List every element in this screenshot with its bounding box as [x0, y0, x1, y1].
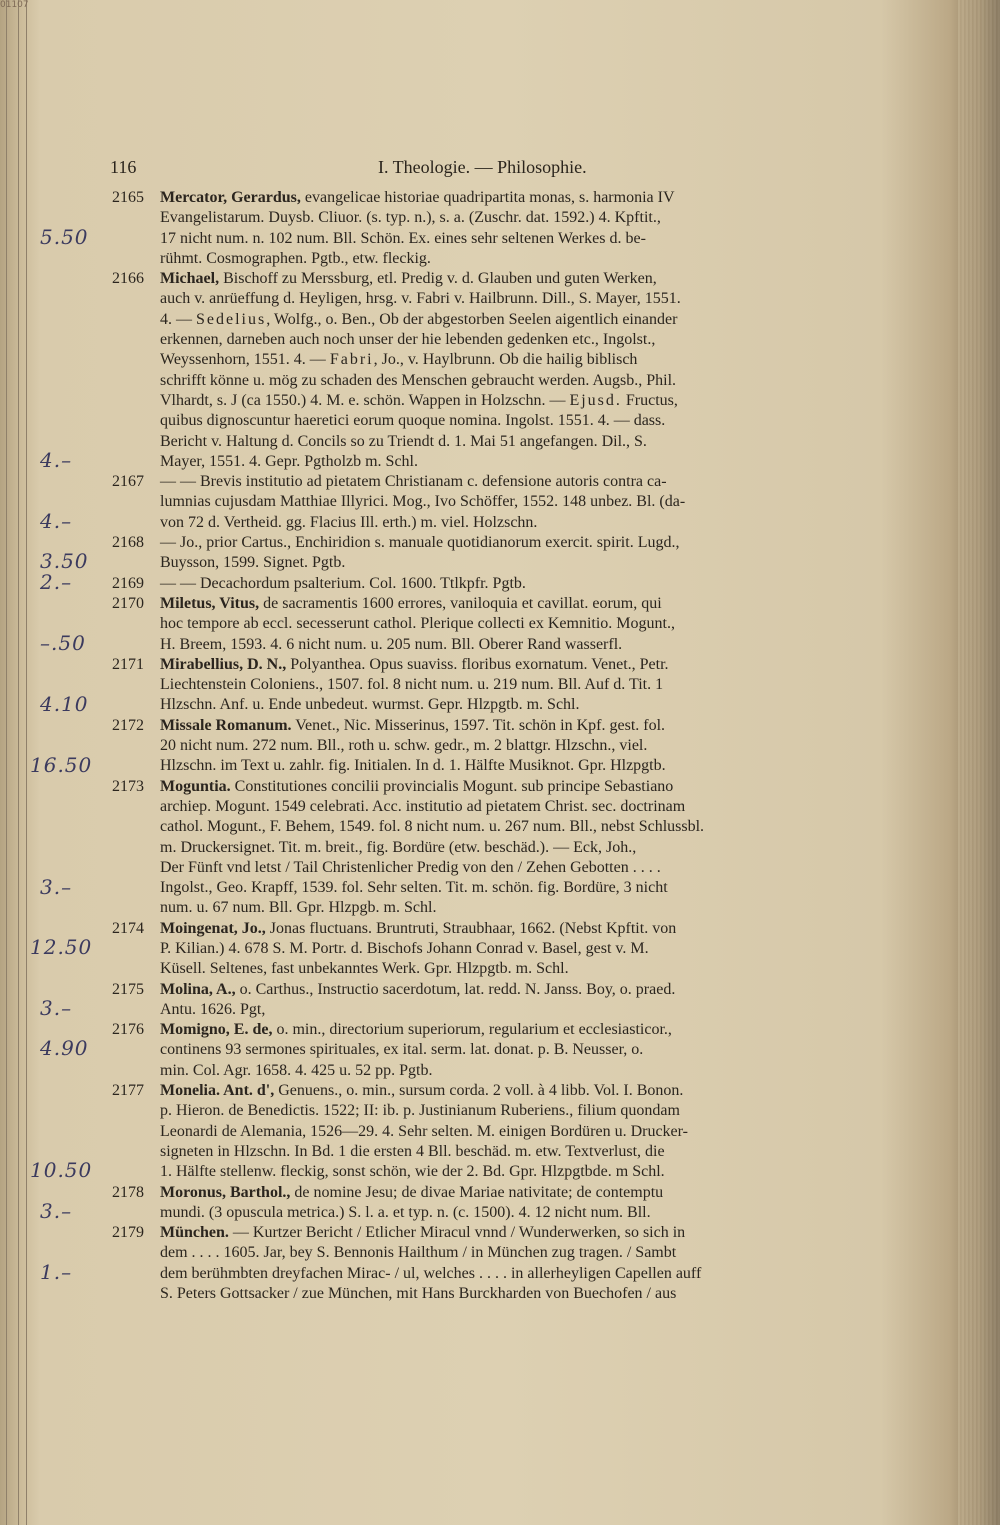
- handwritten-price: 3.–: [40, 874, 73, 899]
- entry-line: [112, 553, 928, 573]
- entry-text: Leonardi de Alemania, 1526—29. 4. Sehr selten. M. einigen Bordüren u. Drucker-: [160, 1122, 688, 1140]
- handwritten-price: 4.10: [40, 691, 89, 716]
- entry-text: H. Breem, 1593. 4. 6 nicht num. u. 205 num. Bll. Oberer Rand wasserfl.: [160, 635, 623, 653]
- entry-number: 2165: [112, 189, 144, 206]
- entry-line: [112, 1162, 928, 1182]
- entry-text: Liechtenstein Coloniens., 1507. fol. 8 nicht num. u. 219 num. Bll. Auf d. Tit. 1: [160, 676, 664, 694]
- entry-number: 2170: [112, 594, 144, 612]
- entry-line: [112, 249, 928, 269]
- handwritten-price: 5.50: [40, 224, 89, 249]
- entry-line: [112, 432, 928, 452]
- entry-heading: Monelia. Ant. d',: [160, 1082, 275, 1100]
- entry-line: [112, 574, 928, 594]
- entry-text: , Jo., v. Haylbrunn. Ob die hailig biblisch: [373, 351, 638, 369]
- catalog-entry: [112, 472, 928, 533]
- entry-line: [112, 1243, 928, 1263]
- entry-text: S. Peters Gottsacker / zue München, mit Hans Burckharden von Buechofen / aus: [160, 1285, 677, 1303]
- entry-text: dem . . . . 1605. Jar, bey S. Bennonis Hailthum / in München zug tragen. / Sambt: [160, 1244, 677, 1262]
- catalog-entry: [112, 1183, 928, 1224]
- entry-text: — — Decachordum psalterium. Col. 1600. Ttlkpfr. Pgtb.: [160, 574, 526, 592]
- handwritten-price: 3.–: [40, 996, 73, 1021]
- entry-line: [112, 594, 928, 614]
- entry-text: evangelicae historiae quadripartita monas, s. harmonia IV: [300, 189, 675, 206]
- entry-line: [112, 1203, 928, 1223]
- handwritten-price: –.50: [40, 630, 86, 655]
- entry-text: lumnias cujusdam Matthiae Illyrici. Mog., Ivo Schöffer, 1552. 148 unbez. Bl. (da-: [160, 493, 686, 511]
- entry-line: [112, 878, 928, 898]
- handwritten-price: 16.50: [30, 752, 93, 777]
- entry-text: 1. Hälfte stellenw. fleckig, sonst schön, wie der 2. Bd. Gpr. Hlzpgtbde. m Schl.: [160, 1163, 665, 1181]
- page-header: [110, 157, 830, 183]
- catalog-entry: [112, 533, 928, 574]
- entry-number: 2173: [112, 777, 144, 795]
- entry-text: von 72 d. Vertheid. gg. Flacius Ill. erth.) m. viel. Holzschn.: [160, 513, 538, 531]
- spaced-name: Ejusd.: [569, 391, 622, 409]
- entry-line: [112, 310, 928, 330]
- entry-line: [112, 1223, 928, 1243]
- catalog-entry: [112, 188, 928, 269]
- entry-line: [112, 1081, 928, 1101]
- entry-number: 2172: [112, 716, 144, 734]
- catalog-entry: [112, 716, 928, 777]
- entry-text: Genuens., o. min., sursum corda. 2 voll. à 4 libb. Vol. I. Bonon.: [274, 1082, 684, 1100]
- entry-text: archiep. Mogunt. 1549 celebrati. Acc. institutio ad pietatem Christ. sec. doctrinam: [160, 797, 686, 815]
- page-title: I. Theologie. — Philosophie.: [378, 157, 587, 177]
- entry-text: Ingolst., Geo. Krapff, 1539. fol. Sehr selten. Tit. m. schön. fig. Bordüre, 3 nicht: [160, 879, 668, 897]
- catalog-entry: [112, 269, 928, 472]
- entry-number: 2166: [112, 270, 144, 288]
- entry-line: [112, 1284, 928, 1304]
- entry-line: [112, 289, 928, 309]
- entry-heading: Mirabellius, D. N.,: [160, 655, 287, 673]
- catalog-entry: [112, 1223, 928, 1304]
- entry-text: Evangelistarum. Duysb. Cliuor. (s. typ. n.), s. a. (Zuschr. dat. 1592.) 4. Kpftit.,: [160, 209, 661, 227]
- entry-line: [112, 472, 928, 492]
- entry-line: [112, 330, 928, 350]
- entry-heading: Mercator, Gerardus,: [160, 189, 301, 206]
- handwritten-price: 12.50: [30, 935, 93, 960]
- entry-line: [112, 695, 928, 715]
- entry-text: auch v. anrüeffung d. Heyligen, hrsg. v. Fabri v. Hailbrunn. Dill., S. Mayer, 1551.: [160, 290, 681, 308]
- entry-text: 17 nicht num. n. 102 num. Bll. Schön. Ex. eines sehr seltenen Werkes d. be-: [160, 229, 646, 247]
- entry-line: [112, 492, 928, 512]
- entry-number: 2175: [112, 980, 144, 998]
- entry-line: [112, 513, 928, 533]
- entry-number: 2178: [112, 1183, 144, 1201]
- spaced-name: Sedelius: [196, 310, 267, 328]
- entry-text: signeten in Hlzschn. In Bd. 1 die ersten 4 Bll. beschäd. m. etw. Textverlust, die: [160, 1142, 665, 1160]
- entry-line: [112, 858, 928, 878]
- entry-line: [112, 1101, 928, 1121]
- catalog-entry: [112, 594, 928, 655]
- binding-rule: [26, 0, 27, 1525]
- entry-text: Buysson, 1599. Signet. Pgtb.: [160, 554, 346, 572]
- entry-line: [112, 411, 928, 431]
- entry-line: [112, 838, 928, 858]
- entry-line: [112, 229, 928, 249]
- entry-heading: München.: [160, 1224, 229, 1242]
- entry-heading: Moguntia.: [160, 777, 231, 795]
- entry-line: [112, 1020, 928, 1040]
- entry-line: [112, 269, 928, 289]
- entry-text: cathol. Mogunt., F. Behem, 1549. fol. 8 nicht num. u. 267 num. Bll., nebst Schlussbl.: [160, 818, 705, 836]
- catalog-entry: [112, 1081, 928, 1182]
- handwritten-price: 3.50: [40, 549, 89, 574]
- entry-line: [112, 797, 928, 817]
- entry-line: [112, 959, 928, 979]
- binding-rule: [6, 0, 7, 1525]
- entry-text: hoc tempore ab eccl. secesserunt cathol. Plerique collecti ex Kemnitio. Mogunt.,: [160, 615, 675, 633]
- entry-text: Constitutiones concilii provincialis Mogunt. sub principe Sebastiano: [230, 777, 674, 795]
- page-number: 116: [110, 157, 137, 177]
- entry-number: 2171: [112, 655, 144, 673]
- entry-text: quibus dignoscuntur haeretici eorum quoque nomina. Ingolst. 1551. 4. — dass.: [160, 412, 666, 430]
- catalog-entry: [112, 919, 928, 980]
- entry-line: [112, 1183, 928, 1203]
- entry-line: [112, 939, 928, 959]
- entry-heading: Missale Romanum.: [160, 716, 292, 734]
- entry-text: P. Kilian.) 4. 678 S. M. Portr. d. Bischofs Johann Conrad v. Basel, gest v. M.: [160, 939, 649, 957]
- entry-number: 2179: [112, 1224, 144, 1242]
- entry-text: erkennen, darneben auch noch unser der hie lebenden gedenken etc., Ingolst.,: [160, 331, 656, 349]
- entry-text: , Wolfg., o. Ben., Ob der abgestorben Seelen aigentlich einander: [266, 310, 678, 328]
- entry-line: [112, 1000, 928, 1020]
- binding-rule: [18, 0, 19, 1525]
- entry-text: Hlzschn. Anf. u. Ende unbedeut. wurmst. Gepr. Hlzpgtb. m. Schl.: [160, 696, 580, 714]
- entry-text: o. min., directorium superiorum, regularium et ecclesiasticor.,: [272, 1021, 672, 1039]
- entry-line: [112, 1122, 928, 1142]
- entry-text: — Jo., prior Cartus., Enchiridion s. manuale quotidianorum exercit. spirit. Lugd.,: [160, 534, 680, 552]
- entry-heading: Momigno, E. de,: [160, 1021, 273, 1039]
- entry-text: 4. —: [160, 310, 196, 328]
- entry-number: 2169: [112, 574, 144, 592]
- entry-text: de sacramentis 1600 errores, vaniloquia et cavillat. eorum, qui: [259, 594, 662, 612]
- handwritten-price: 4.–: [40, 447, 73, 472]
- entry-line: [112, 675, 928, 695]
- entry-line: [112, 350, 928, 370]
- entry-line: [112, 980, 928, 1000]
- entry-heading: Michael,: [160, 270, 220, 288]
- entry-text: 20 nicht num. 272 num. Bll., roth u. schw. gedr., m. 2 blattgr. Hlzschn., viel.: [160, 737, 648, 755]
- entry-text: Vlhardt, s. J (ca 1550.) 4. M. e. schön. Wappen in Holzschn. —: [160, 391, 570, 409]
- entry-line: [112, 898, 928, 918]
- catalog-entry: [112, 655, 928, 716]
- entry-line: [112, 533, 928, 553]
- handwritten-price: 10.50: [30, 1158, 93, 1183]
- entry-text: de nomine Jesu; de divae Mariae nativitate; de contemptu: [290, 1183, 664, 1201]
- entry-text: o. Carthus., Instructio sacerdotum, lat. redd. N. Janss. Boy, o. praed.: [235, 980, 676, 998]
- entry-text: Hlzschn. im Text u. zahlr. fig. Initialen. In d. 1. Hälfte Musiknot. Gpr. Hlzpgtb.: [160, 757, 666, 775]
- entry-text: — Kurtzer Bericht / Etlicher Miracul vnnd / Wunderwerken, so sich in: [228, 1224, 686, 1242]
- entry-text: Mayer, 1551. 4. Gepr. Pgtholzb m. Schl.: [160, 452, 418, 470]
- entry-text: Der Fünft vnd letst / Tail Christenlicher Predig von den / Zehen Gebotten . . . .: [160, 858, 661, 876]
- catalog-entry: [112, 1020, 928, 1081]
- catalog-entries: [112, 188, 928, 1304]
- entry-text: Antu. 1626. Pgt,: [160, 1000, 266, 1018]
- entry-line: [112, 817, 928, 837]
- entry-line: [112, 1142, 928, 1162]
- entry-text: Polyanthea. Opus suaviss. floribus exornatum. Venet., Petr.: [286, 655, 669, 673]
- entry-text: schrifft könne u. mög zu schaden des Menschen gebraucht werden. Augsb., Phil.: [160, 371, 677, 389]
- entry-line: [112, 1264, 928, 1284]
- entry-line: [112, 452, 928, 472]
- catalog-entry: [112, 980, 928, 1021]
- entry-number: 2174: [112, 919, 144, 937]
- entry-line: [112, 736, 928, 756]
- entry-line: [112, 635, 928, 655]
- entry-text: Bischoff zu Merssburg, etl. Predig v. d. Glauben und guten Werken,: [219, 270, 657, 288]
- entry-text: min. Col. Agr. 1658. 4. 425 u. 52 pp. Pgtb.: [160, 1061, 433, 1079]
- entry-line: [112, 756, 928, 776]
- entry-text: mundi. (3 opuscula metrica.) S. l. a. et typ. n. (c. 1500). 4. 12 nicht num. Bll.: [160, 1203, 651, 1221]
- entry-text: Bericht v. Haltung d. Concils so zu Triendt d. 1. Mai 51 angefangen. Dil., S.: [160, 432, 647, 450]
- handwritten-price: 3.–: [40, 1199, 73, 1224]
- entry-line: [112, 1040, 928, 1060]
- entry-text: Jonas fluctuans. Bruntruti, Straubhaar, 1662. (Nebst Kpftit. von: [265, 919, 677, 937]
- handwritten-price: 1.–: [40, 1259, 73, 1284]
- entry-number: 2177: [112, 1082, 144, 1100]
- entry-number: 2168: [112, 534, 144, 552]
- entry-heading: Moronus, Barthol.,: [160, 1183, 291, 1201]
- entry-line: [112, 614, 928, 634]
- catalog-entry: [112, 777, 928, 919]
- entry-number: 2176: [112, 1021, 144, 1039]
- entry-line: [112, 777, 928, 797]
- handwritten-price: 4.–: [40, 508, 73, 533]
- entry-text: Fructus,: [621, 391, 678, 409]
- corner-text: 01107: [0, 0, 29, 10]
- entry-line: [112, 208, 928, 228]
- entry-text: num. u. 67 num. Bll. Gpr. Hlzpgb. m. Schl.: [160, 899, 437, 917]
- entry-number: 2167: [112, 473, 144, 491]
- entry-heading: Miletus, Vitus,: [160, 594, 260, 612]
- entry-line: [112, 716, 928, 736]
- entry-line: [112, 188, 928, 208]
- page-edges: [958, 0, 1000, 1525]
- entry-line: [112, 391, 928, 411]
- entry-text: — — Brevis institutio ad pietatem Christianam c. defensione autoris contra ca-: [160, 473, 667, 491]
- entry-line: [112, 655, 928, 675]
- entry-text: p. Hieron. de Benedictis. 1522; II: ib. p. Justinianum Ruberiens., filium quondam: [160, 1102, 680, 1120]
- spaced-name: Fabri: [329, 351, 374, 369]
- entry-line: [112, 919, 928, 939]
- entry-heading: Molina, A.,: [160, 980, 236, 998]
- entry-line: [112, 1061, 928, 1081]
- entry-text: Weyssenhorn, 1551. 4. —: [160, 351, 330, 369]
- entry-heading: Moingenat, Jo.,: [160, 919, 266, 937]
- entry-text: dem berühmbten dreyfachen Mirac- / ul, welches . . . . in allerheyligen Capellen auff: [160, 1264, 702, 1282]
- handwritten-price: 2.–: [40, 570, 73, 594]
- entry-line: [112, 371, 928, 391]
- entry-text: rühmt. Cosmographen. Pgtb., etw. fleckig.: [160, 249, 431, 267]
- catalog-entry: [112, 574, 928, 594]
- entry-text: Küsell. Seltenes, fast unbekanntes Werk. Gpr. Hlzpgtb. m. Schl.: [160, 960, 569, 978]
- entry-text: Venet., Nic. Misserinus, 1597. Tit. schön in Kpf. gest. fol.: [291, 716, 666, 734]
- entry-text: continens 93 sermones spirituales, ex ital. serm. lat. donat. p. B. Neusser, o.: [160, 1041, 644, 1059]
- entry-text: m. Druckersignet. Tit. m. breit., fig. Bordüre (etw. beschäd.). — Eck, Joh.,: [160, 838, 637, 856]
- handwritten-price: 4.90: [40, 1036, 89, 1061]
